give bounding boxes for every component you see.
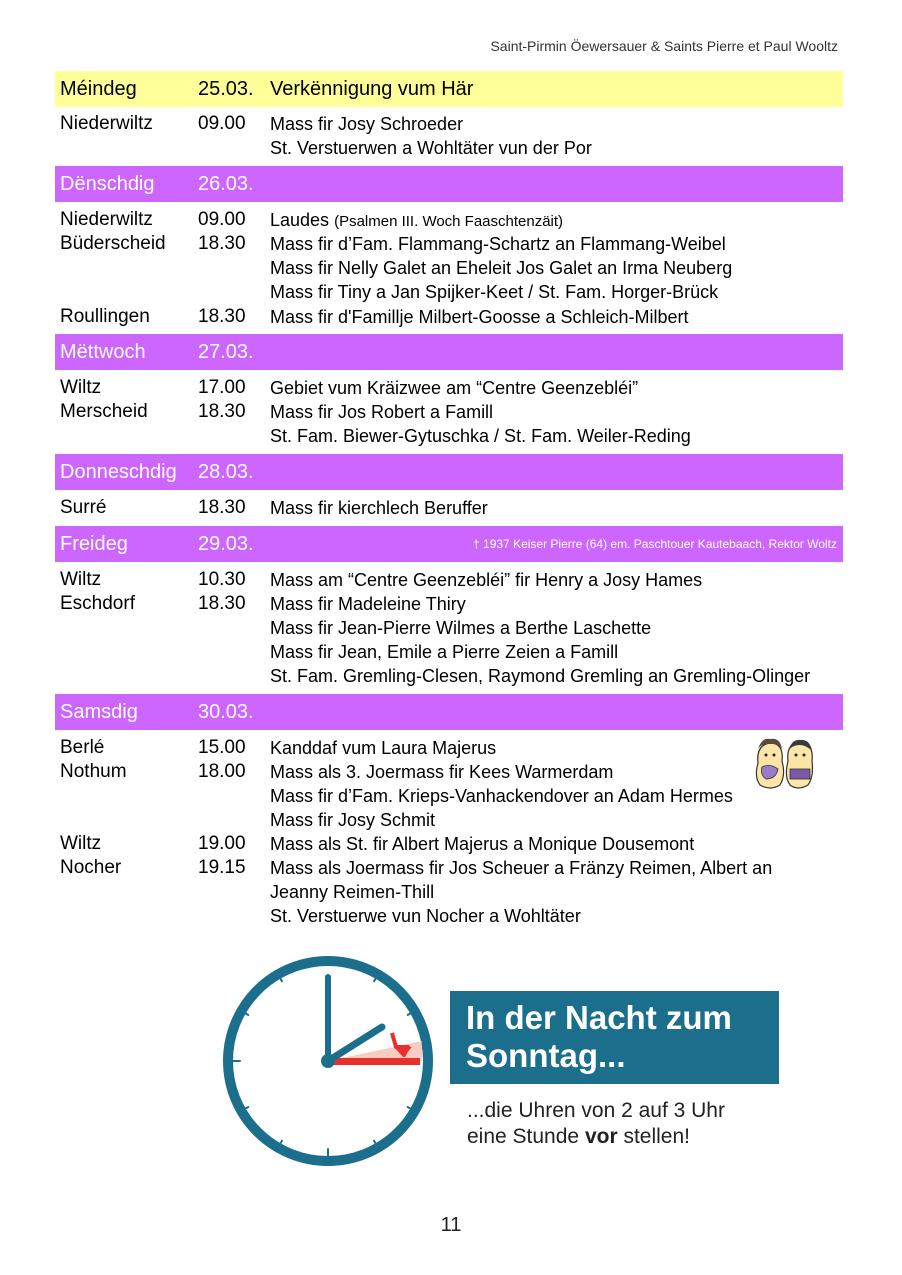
schedule-row xyxy=(55,232,843,256)
page-number: 11 xyxy=(440,1214,462,1236)
row-text xyxy=(270,784,733,808)
schedule-row xyxy=(55,208,843,232)
row-detail: Mass fir Jean-Pierre Wilmes a Berthe Laschette xyxy=(270,618,652,638)
dst-subtext-line2 xyxy=(467,1124,725,1150)
row-time: 19.15 xyxy=(198,857,246,878)
schedule-row xyxy=(55,904,843,928)
row-detail: fir Jos Robert a Famill xyxy=(313,402,494,422)
schedule-row xyxy=(55,856,843,880)
row-text xyxy=(270,136,592,160)
row-place: Merscheid xyxy=(60,401,148,422)
row-keyword: Kanddaf xyxy=(270,738,338,758)
row-detail: St. Verstuerwe vun Nocher a Wohltäter xyxy=(270,906,581,926)
row-keyword: Mass xyxy=(270,307,314,327)
dst-subtext xyxy=(467,1098,725,1150)
row-place: Eschdorf xyxy=(60,593,135,614)
day-name: Donneschdig xyxy=(60,460,177,483)
row-time: 15.00 xyxy=(198,737,246,758)
day-bar-saturday xyxy=(55,694,843,730)
row-detail: Jeanny Reimen-Thill xyxy=(270,882,435,902)
schedule-row xyxy=(55,880,843,904)
day-name: Mëttwoch xyxy=(60,340,146,363)
row-text xyxy=(270,496,488,520)
row-text xyxy=(270,640,618,664)
row-place: Wiltz xyxy=(60,569,102,590)
day-name: Dënschdig xyxy=(60,172,155,195)
row-detail: am “Centre Geenzebléi” fir Henry a Josy Hames xyxy=(313,570,703,590)
row-place: Surré xyxy=(60,497,107,518)
schedule-row xyxy=(55,400,843,424)
day-title: Verkënnigung vum Här xyxy=(270,77,474,100)
day-bar-friday xyxy=(55,526,843,562)
day-date: 28.03. xyxy=(198,460,254,483)
row-place: Niederwiltz xyxy=(60,209,153,230)
row-time: 18.30 xyxy=(198,593,246,614)
day-date: 27.03. xyxy=(198,340,254,363)
row-detail: am “Centre Geenzebléi” xyxy=(441,378,639,398)
row-detail: Mass fir d’Fam. Krieps-Vanhackendover an Adam Hermes xyxy=(270,786,733,806)
row-text xyxy=(270,616,651,640)
schedule-row xyxy=(55,592,843,616)
row-time: 09.00 xyxy=(198,209,246,230)
row-keyword: Mass xyxy=(270,402,314,422)
schedule-row xyxy=(55,112,843,136)
row-text xyxy=(270,664,810,688)
day-note: † 1937 Keiser Pierre (64) em. Paschtouer Kautebaach, Rektor Woltz xyxy=(473,537,837,551)
day-bar-monday xyxy=(55,71,843,107)
dst-subtext-pre: eine Stunde xyxy=(467,1125,585,1148)
row-text xyxy=(270,904,581,928)
row-detail: vum Laura Majerus xyxy=(337,738,497,758)
schedule-row xyxy=(55,736,843,760)
schedule-row xyxy=(55,808,843,832)
schedule-row xyxy=(55,664,843,688)
row-text xyxy=(270,568,702,592)
baptism-kids-icon xyxy=(752,735,816,791)
child-right-figure xyxy=(786,740,812,788)
row-keyword: Mass xyxy=(270,114,314,134)
row-text xyxy=(270,376,638,400)
schedule-row xyxy=(55,256,843,280)
dst-subtext-post: stellen! xyxy=(617,1125,690,1148)
child-left-figure xyxy=(756,739,783,788)
dst-subtext-bold: vor xyxy=(584,1125,618,1148)
row-keyword: Gebiet vum Kräizwee xyxy=(270,378,442,398)
banner-title-line2: Sonntag... xyxy=(466,1037,626,1074)
banner-title-line1: In der Nacht zum xyxy=(466,999,732,1036)
schedule-row xyxy=(55,616,843,640)
row-detail: Mass fir Josy Schmit xyxy=(270,810,436,830)
row-detail: St. Fam. Biewer-Gytuschka / St. Fam. Weiler-Reding xyxy=(270,426,691,446)
row-text xyxy=(270,832,694,856)
row-text xyxy=(270,256,732,280)
row-detail: St. Verstuerwen a Wohltäter vun der Por xyxy=(270,138,592,158)
day-bar-wednesday xyxy=(55,334,843,370)
row-place: Niederwiltz xyxy=(60,113,153,134)
row-text xyxy=(270,400,493,424)
schedule-row xyxy=(55,136,843,160)
day-date: 29.03. xyxy=(198,532,254,555)
row-place: Büderscheid xyxy=(60,233,166,254)
day-name: Freideg xyxy=(60,532,128,555)
row-detail: Mass fir Tiny a Jan Spijker-Keet / St. Fam. Horger-Brück xyxy=(270,282,719,302)
day-name: Samsdig xyxy=(60,700,138,723)
row-time: 10.30 xyxy=(198,569,246,590)
day-date: 25.03. xyxy=(198,77,254,100)
row-text xyxy=(270,112,463,136)
row-detail: fir Madeleine Thiry xyxy=(313,594,466,614)
row-text xyxy=(270,232,726,256)
row-time: 09.00 xyxy=(198,113,246,134)
row-time: 18.30 xyxy=(198,401,246,422)
day-date: 26.03. xyxy=(198,172,254,195)
row-text xyxy=(270,760,613,784)
schedule-row xyxy=(55,496,843,520)
row-keyword: Mass xyxy=(270,834,314,854)
schedule-row xyxy=(55,784,843,808)
row-keyword: Mass xyxy=(270,858,314,878)
clock-icon xyxy=(222,955,434,1167)
row-note: (Psalmen III. Woch Faaschtenzäit) xyxy=(334,213,564,230)
schedule-row xyxy=(55,280,843,304)
row-text xyxy=(270,736,496,760)
schedule-row xyxy=(55,376,843,400)
row-keyword: Laudes xyxy=(270,210,330,230)
row-keyword: Mass xyxy=(270,762,314,782)
row-detail: fir d'Famillje Milbert-Goosse a Schleich-Milbert xyxy=(313,307,689,327)
schedule-row xyxy=(55,832,843,856)
dst-subtext-line1: ...die Uhren von 2 auf 3 Uhr xyxy=(467,1099,725,1122)
row-text xyxy=(270,592,466,616)
row-place: Wiltz xyxy=(60,377,102,398)
schedule-row xyxy=(55,424,843,448)
row-keyword: Mass xyxy=(270,498,314,518)
row-detail: fir kierchlech Beruffer xyxy=(313,498,488,518)
row-text xyxy=(270,424,691,448)
row-text xyxy=(270,280,718,304)
page-header: Saint-Pirmin Öewersauer & Saints Pierre et Paul Wooltz xyxy=(490,38,838,54)
day-bar-tuesday xyxy=(55,166,843,202)
schedule-row xyxy=(55,760,843,784)
row-text xyxy=(270,856,772,880)
row-text xyxy=(270,305,689,329)
row-keyword: Mass xyxy=(270,234,314,254)
row-detail: als St. fir Albert Majerus a Monique Dousemont xyxy=(313,834,695,854)
row-keyword: Mass xyxy=(270,594,314,614)
row-keyword: Mass xyxy=(270,570,314,590)
day-bar-thursday xyxy=(55,454,843,490)
schedule-row xyxy=(55,305,843,329)
row-detail: Mass fir Jean, Emile a Pierre Zeien a Famill xyxy=(270,642,619,662)
row-detail: Mass fir Nelly Galet an Eheleit Jos Galet an Irma Neuberg xyxy=(270,258,733,278)
row-place: Nothum xyxy=(60,761,127,782)
row-place: Roullingen xyxy=(60,306,150,327)
row-detail: fir d’Fam. Flammang-Schartz an Flammang-Weibel xyxy=(313,234,726,254)
row-text xyxy=(270,208,563,234)
row-detail: als Joermass fir Jos Scheuer a Fränzy Reimen, Albert an xyxy=(313,858,773,878)
row-time: 18.30 xyxy=(198,306,246,327)
row-place: Nocher xyxy=(60,857,122,878)
schedule-row xyxy=(55,568,843,592)
row-time: 18.00 xyxy=(198,761,246,782)
schedule-row xyxy=(55,640,843,664)
row-time: 18.30 xyxy=(198,497,246,518)
row-detail: St. Fam. Gremling-Clesen, Raymond Gremling an Gremling-Olinger xyxy=(270,666,811,686)
day-name: Méindeg xyxy=(60,77,137,100)
row-time: 17.00 xyxy=(198,377,246,398)
row-time: 18.30 xyxy=(198,233,246,254)
row-detail: fir Josy Schroeder xyxy=(313,114,464,134)
row-time: 19.00 xyxy=(198,833,246,854)
row-text xyxy=(270,808,435,832)
row-text xyxy=(270,880,434,904)
row-detail: als 3. Joermass fir Kees Warmerdam xyxy=(313,762,614,782)
row-place: Wiltz xyxy=(60,833,102,854)
dst-banner xyxy=(450,991,779,1084)
row-place: Berlé xyxy=(60,737,105,758)
day-date: 30.03. xyxy=(198,700,254,723)
